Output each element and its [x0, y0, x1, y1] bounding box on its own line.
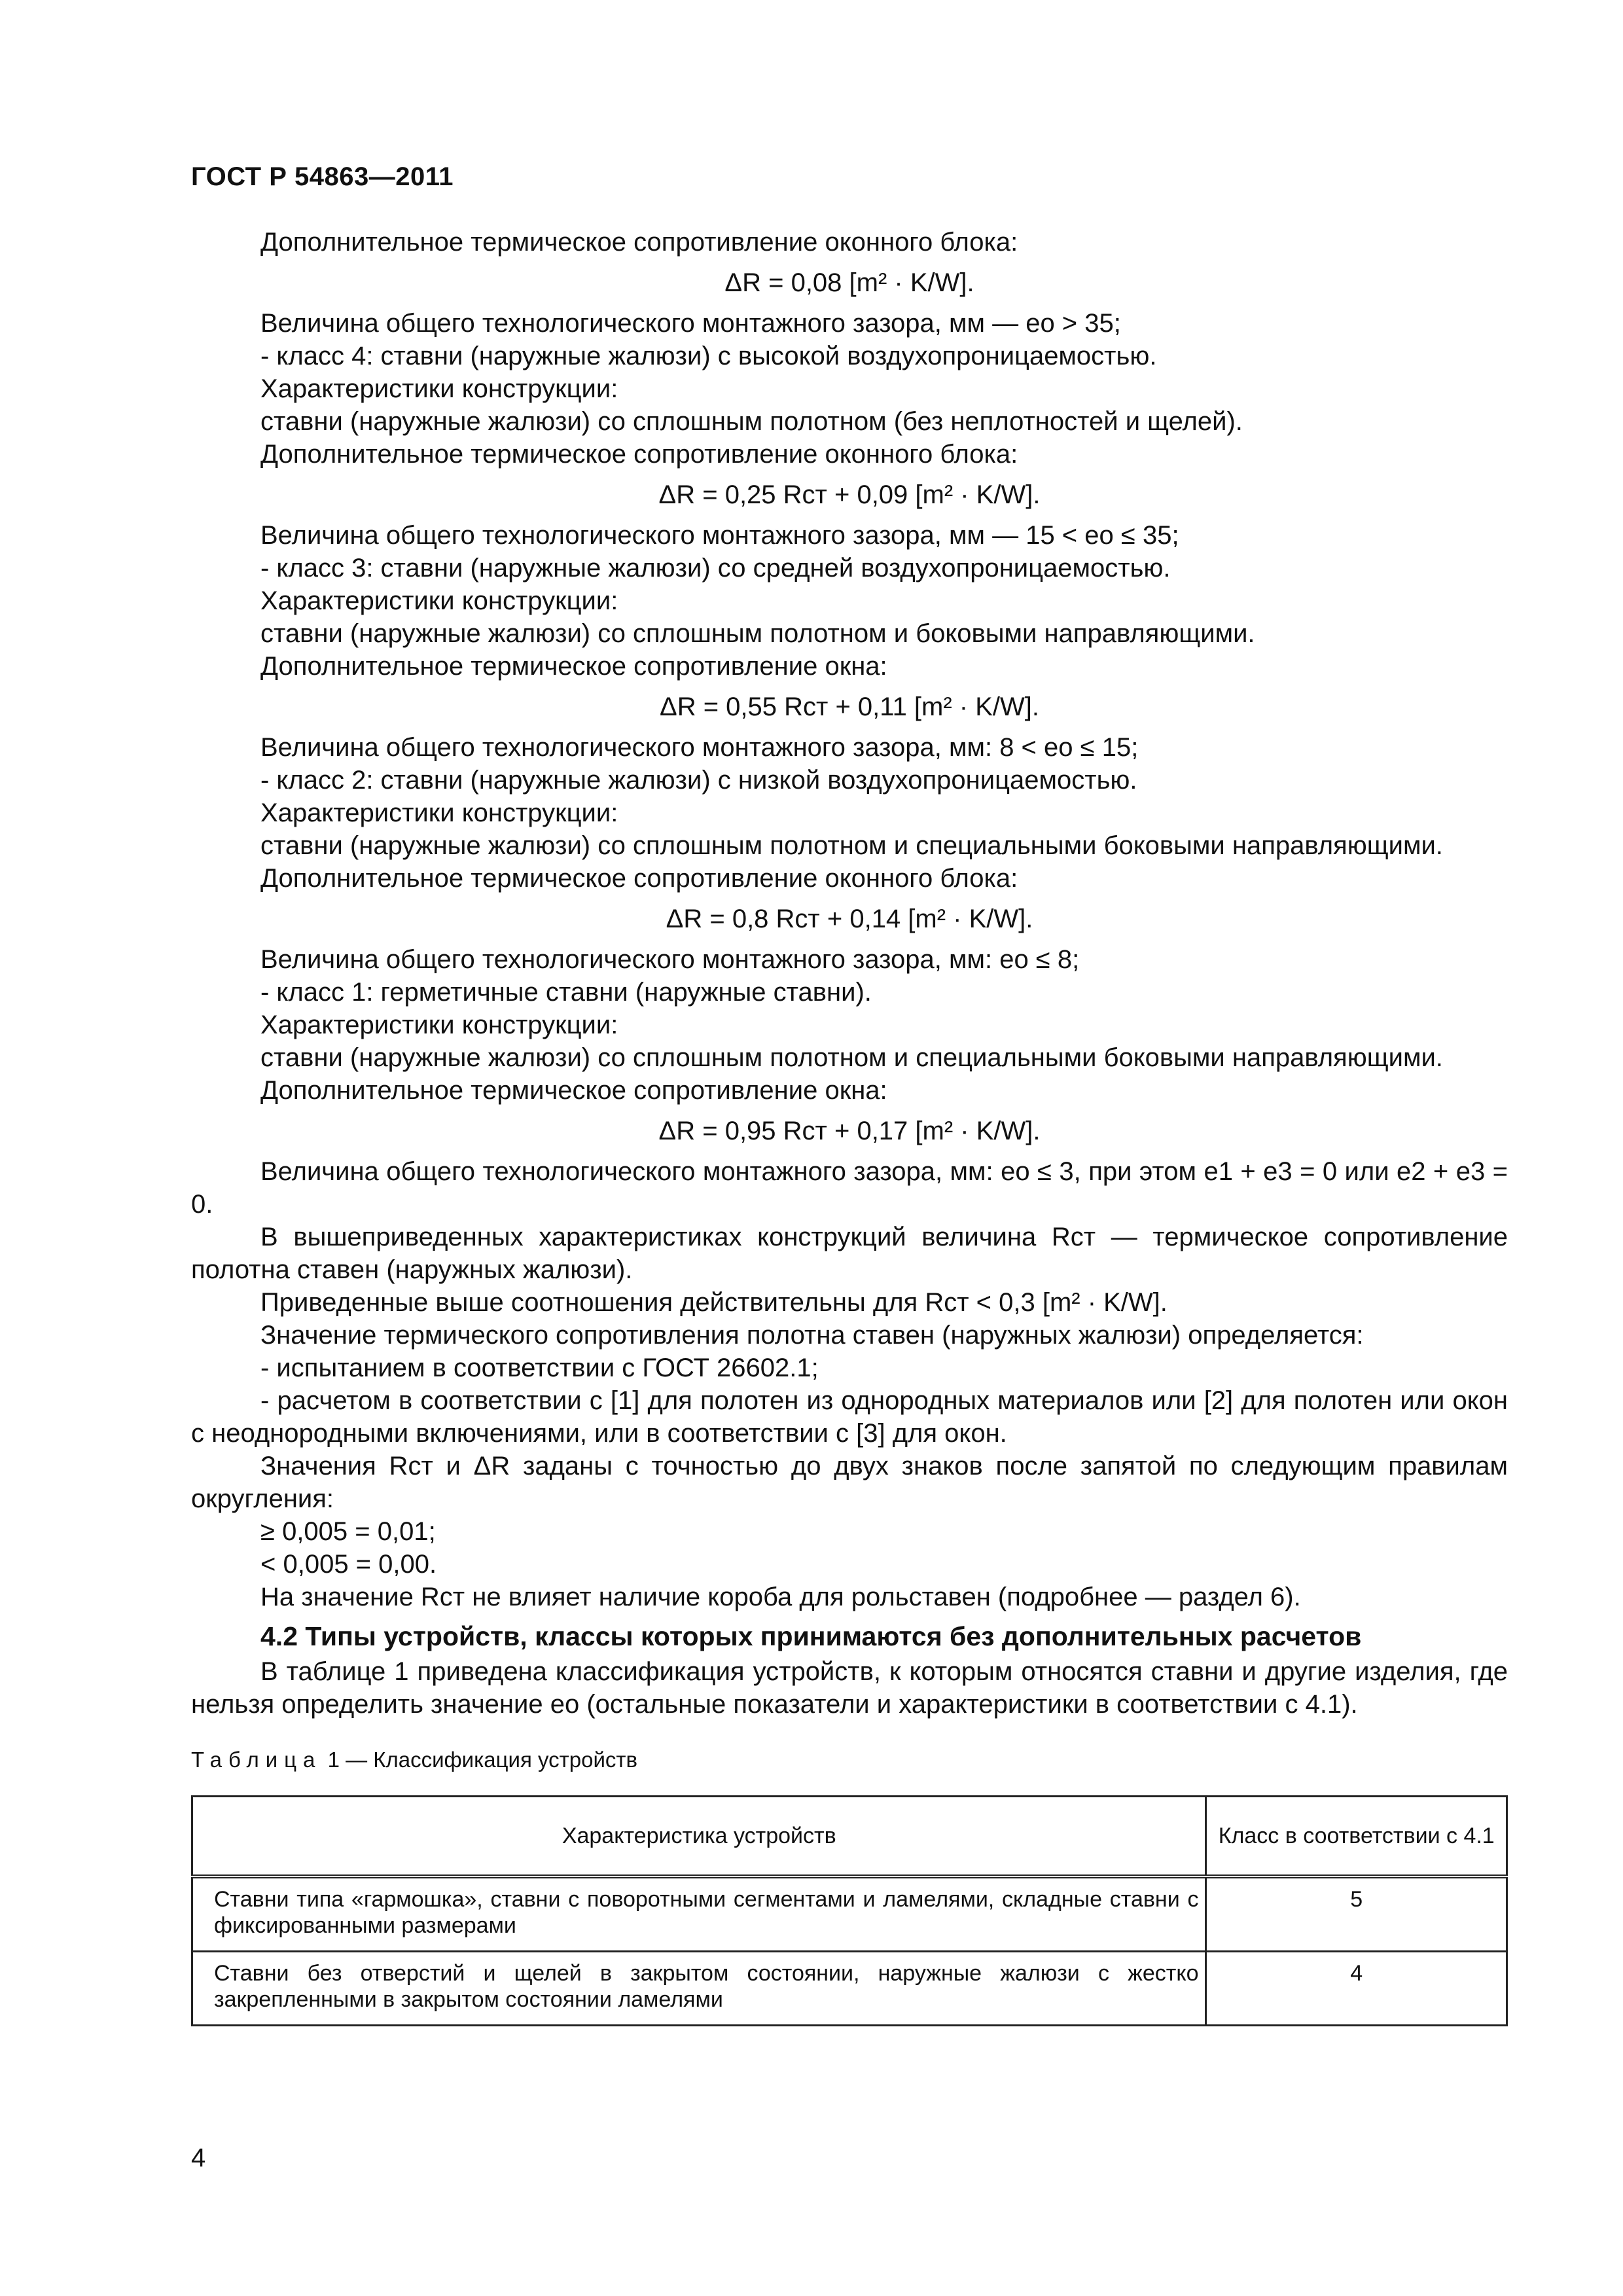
paragraph: - класс 1: герметичные ставни (наружные ставни).	[260, 978, 872, 1007]
table-cell-class: 5	[1206, 1876, 1507, 1952]
paragraph: Характеристики конструкции:	[260, 798, 618, 827]
paragraph: - класс 3: ставни (наружные жалюзи) со средней воздухопроницаемостью.	[260, 554, 1171, 583]
paragraph: ставни (наружные жалюзи) со сплошным полотном и специальными боковыми направляющими.	[260, 1043, 1443, 1072]
formula: ΔR = 0,08 [m² · K/W].	[724, 268, 974, 297]
paragraph: ставни (наружные жалюзи) со сплошным полотном (без неплотностей и щелей).	[260, 407, 1243, 436]
paragraph: Приведенные выше соотношения действительны для Rст < 0,3 [m² · K/W].	[260, 1288, 1168, 1317]
paragraph: Дополнительное термическое сопротивление оконного блока:	[260, 864, 1018, 893]
table-header-row	[192, 1797, 1507, 1877]
formula: ΔR = 0,25 Rст + 0,09 [m² · K/W].	[658, 480, 1041, 509]
paragraph: Величина общего технологического монтажного зазора, мм: eо ≤ 3, при этом e1 + e3 = 0 или e2 + e3 = 0.	[191, 1157, 1508, 1219]
paragraph: Дополнительное термическое сопротивление оконного блока:	[260, 440, 1018, 469]
paragraph: Дополнительное термическое сопротивление окна:	[260, 652, 887, 681]
paragraph: Дополнительное термическое сопротивление оконного блока:	[260, 228, 1018, 257]
paragraph: На значение Rст не влияет наличие короба для рольставен (подробнее — раздел 6).	[260, 1583, 1301, 1611]
paragraph: < 0,005 = 0,00.	[260, 1550, 437, 1579]
document-header: ГОСТ Р 54863—2011	[191, 162, 454, 191]
document-body	[191, 226, 1508, 2026]
paragraph: В вышеприведенных характеристиках конструкций величина Rст — термическое сопротивление полотна ставен (наружных жалюзи).	[191, 1223, 1508, 1284]
paragraph: Величина общего технологического монтажного зазора, мм: eо ≤ 8;	[260, 945, 1080, 974]
paragraph: - расчетом в соответствии с [1] для полотен из однородных материалов или [2] для полотен или окон с неоднородными включениями, или в соответствии с [3] для окон.	[191, 1386, 1508, 1448]
section-title: 4.2 Типы устройств, классы которых принимаются без дополнительных расчетов	[260, 1621, 1362, 1651]
table-cell-description: Ставни без отверстий и щелей в закрытом состоянии, наружные жалюзи с жестко закрепленными в закрытом состоянии ламелями	[192, 1952, 1206, 2026]
table-caption	[191, 1747, 1508, 1773]
paragraph: Характеристики конструкции:	[260, 1011, 618, 1039]
page-number: 4	[191, 2144, 206, 2172]
paragraph: Величина общего технологического монтажного зазора, мм — eо > 35;	[260, 309, 1121, 338]
table-cell-class: 4	[1206, 1952, 1507, 2026]
formula: ΔR = 0,8 Rст + 0,14 [m² · K/W].	[666, 905, 1033, 933]
table-caption-number: 1	[327, 1748, 340, 1772]
table-header-cell: Класс в соответствии с 4.1	[1206, 1797, 1507, 1877]
paragraph: ставни (наружные жалюзи) со сплошным полотном и боковыми направляющими.	[260, 619, 1255, 648]
paragraph: Характеристики конструкции:	[260, 586, 618, 615]
classification-table	[191, 1795, 1508, 2026]
paragraph: ≥ 0,005 = 0,01;	[260, 1517, 436, 1546]
table-row	[192, 1876, 1507, 1952]
paragraph: - класс 2: ставни (наружные жалюзи) с низкой воздухопроницаемостью.	[260, 766, 1137, 795]
table-cell-description: Ставни типа «гармошка», ставни с поворотными сегментами и ламелями, складные ставни с фиксированными размерами	[192, 1876, 1206, 1952]
paragraph: - испытанием в соответствии с ГОСТ 26602.1;	[260, 1354, 819, 1382]
paragraph: Дополнительное термическое сопротивление окна:	[260, 1076, 887, 1105]
paragraph: - класс 4: ставни (наружные жалюзи) с высокой воздухопроницаемостью.	[260, 342, 1157, 370]
formula: ΔR = 0,95 Rст + 0,17 [m² · K/W].	[658, 1117, 1041, 1145]
paragraph: Величина общего технологического монтажного зазора, мм: 8 < eо ≤ 15;	[260, 733, 1139, 762]
paragraph: Характеристики конструкции:	[260, 374, 618, 403]
paragraph: В таблице 1 приведена классификация устройств, к которым относятся ставни и другие изделия, где нельзя определить значение eо (остальные показатели и характеристики в соответствии с 4.1).	[191, 1657, 1508, 1719]
table-caption-label: Таблица	[191, 1748, 322, 1772]
table-caption-title: — Классификация устройств	[346, 1748, 638, 1772]
paragraph: ставни (наружные жалюзи) со сплошным полотном и специальными боковыми направляющими.	[260, 831, 1443, 860]
table-header-cell: Характеристика устройств	[192, 1797, 1206, 1877]
paragraph: Величина общего технологического монтажного зазора, мм — 15 < eо ≤ 35;	[260, 521, 1179, 550]
table-row	[192, 1952, 1507, 2026]
paragraph: Значение термического сопротивления полотна ставен (наружных жалюзи) определяется:	[260, 1321, 1364, 1350]
paragraph: Значения Rст и ΔR заданы с точностью до двух знаков после запятой по следующим правилам округления:	[191, 1452, 1508, 1513]
formula: ΔR = 0,55 Rст + 0,11 [m² · K/W].	[659, 692, 1040, 721]
